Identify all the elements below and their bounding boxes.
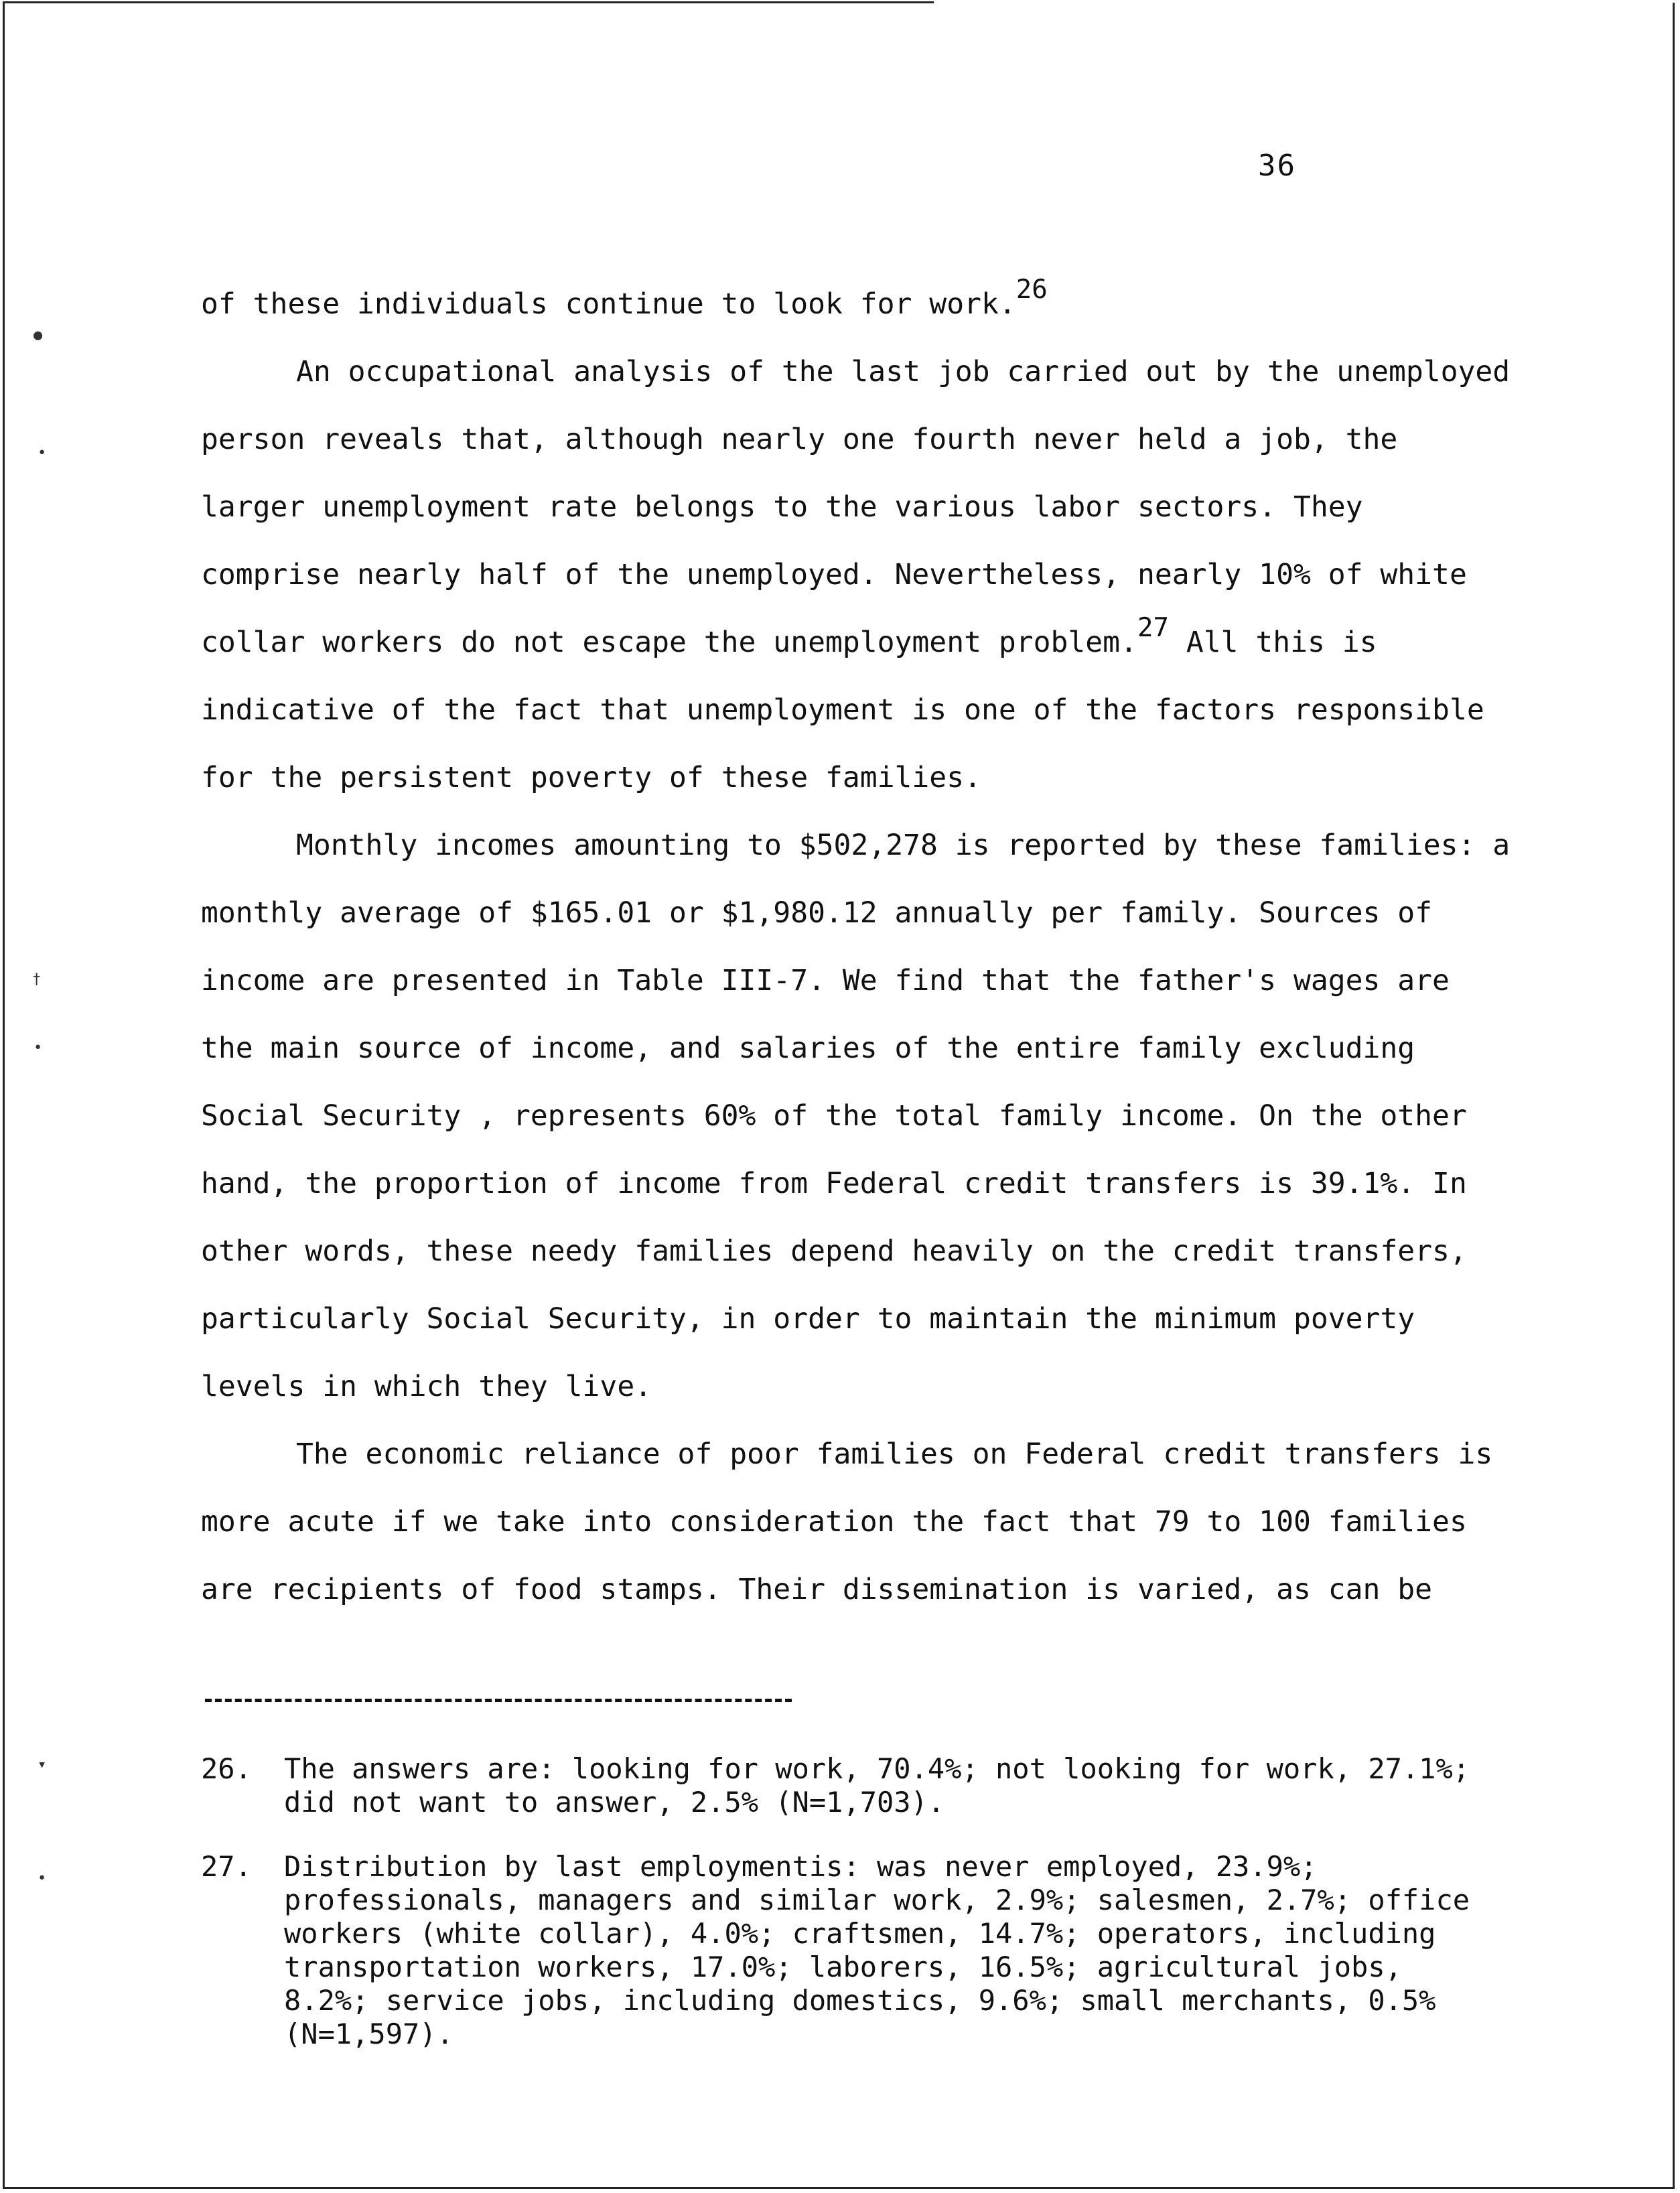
paragraph-3: Monthly incomes amounting to $502,278 is reported by these families: a monthly average of $165.01 or $1,980.12 annually per family. Sources of income are presented in Table III-7. We find that the father's wages are the main source of income, and salaries of the entire family excluding Social Security , represents 60% of the total family income. On the other hand, the proportion of income from Federal credit transfers is 39.1%. In other words, these needy families depend heavily on the credit transfers, particularly Social Security, in order to maintain the minimum poverty levels in which they live.	[201, 829, 1511, 1403]
paragraph-2	[201, 338, 1514, 812]
footnotes	[201, 1752, 1494, 2082]
footnote-26	[201, 1752, 1494, 1819]
paragraph-2-text-b: All this is indicative of the fact that unemployment is one of the factors responsible for the persistent poverty of these families.	[201, 626, 1484, 794]
binding-hole-mark: •	[38, 445, 47, 462]
body-text	[201, 271, 1514, 1624]
paragraph-1	[201, 271, 1514, 338]
paragraph-2-text-a: An occupational analysis of the last job carried out by the unemployed person reveals that, although nearly one fourth never held a job, the larger unemployment rate belongs to the various labor sectors. They comprise nearly half of the unemployed. Nevertheless, nearly 10% of white collar workers do not escape the unemployment problem.	[201, 355, 1511, 659]
binding-hole-mark: •	[33, 1040, 43, 1056]
binding-hole-mark: ▾	[38, 1756, 47, 1773]
footnote-number: 27.	[201, 1850, 252, 1883]
paragraph-1-text: of these individuals continue to look for work.	[201, 287, 1016, 321]
paragraph-4: The economic reliance of poor families on Federal credit transfers is more acute if we take into consideration the fact that 79 to 100 families are recipients of food stamps. Their dissemination is varied, as can be	[201, 1437, 1493, 1606]
footnote-27	[201, 1850, 1494, 2051]
binding-hole-mark: •	[38, 1870, 47, 1887]
footnote-ref-27: 27	[1137, 612, 1169, 643]
footnote-text: The answers are: looking for work, 70.4%; not looking for work, 27.1%; did not want to answer, 2.5% (N=1,703).	[284, 1752, 1470, 1819]
binding-hole-mark: ●	[33, 327, 43, 344]
footnote-separator	[205, 1699, 792, 1702]
footnote-number: 26.	[201, 1752, 252, 1785]
binding-hole-mark: †	[32, 971, 42, 988]
footnote-text: Distribution by last employmentis: was never employed, 23.9%; professionals, managers and similar work, 2.9%; salesmen, 2.7%; office workers (white collar), 4.0%; craftsmen, 14.7%; operators, including transportation workers, 17.0%; laborers, 16.5%; agricultural jobs, 8.2%; service jobs, including domestics, 9.6%; small merchants, 0.5% (N=1,597).	[284, 1850, 1470, 2050]
footnote-ref-26: 26	[1016, 274, 1048, 305]
page-number: 36	[1258, 149, 1296, 183]
